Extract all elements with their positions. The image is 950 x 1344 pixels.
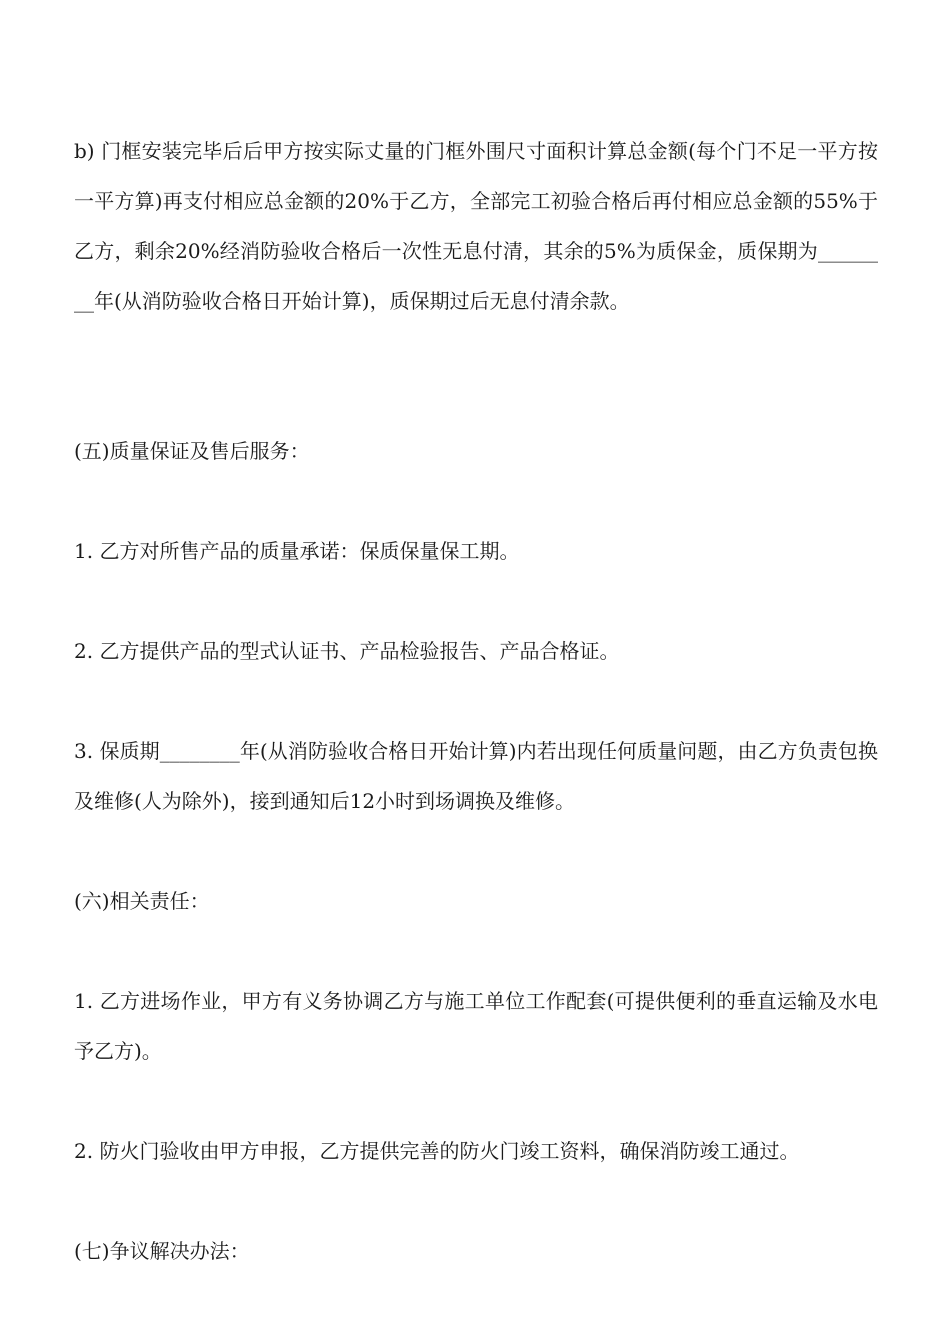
quality-item-1: 1. 乙方对所售产品的质量承诺：保质保量保工期。 [74,539,520,563]
responsibility-item-1: 1. 乙方进场作业，甲方有义务协调乙方与施工单位工作配套(可提供便利的垂直运输及水电予乙方)。 [74,989,878,1063]
quality-item-3: 3. 保质期________年(从消防验收合格日开始计算)内若出现任何质量问题，由乙方负责包换及维修(人为除外)，接到通知后12小时到场调换及维修。 [74,739,878,813]
quality-item-2: 2. 乙方提供产品的型式认证书、产品检验报告、产品合格证。 [74,639,620,663]
section-heading-quality-warranty: (五)质量保证及售后服务： [74,439,310,463]
payment-terms-paragraph: b) 门框安装完毕后后甲方按实际丈量的门框外围尺寸面积计算总金额(每个门不足一平方按一平方算)再支付相应总金额的20%于乙方，全部完工初验合格后再付相应总金额的55%于乙方，剩余20%经消防验收合格后一次性无息付清，其余的5%为质保金，质保期为________年(从消防验收合格日开始计算)，质保期过后无息付清余款。 [74,139,878,313]
section-heading-dispute-resolution: (七)争议解决办法： [74,1239,250,1263]
section-heading-responsibilities: (六)相关责任： [74,889,210,913]
responsibility-item-2: 2. 防火门验收由甲方申报，乙方提供完善的防火门竣工资料，确保消防竣工通过。 [74,1139,800,1163]
